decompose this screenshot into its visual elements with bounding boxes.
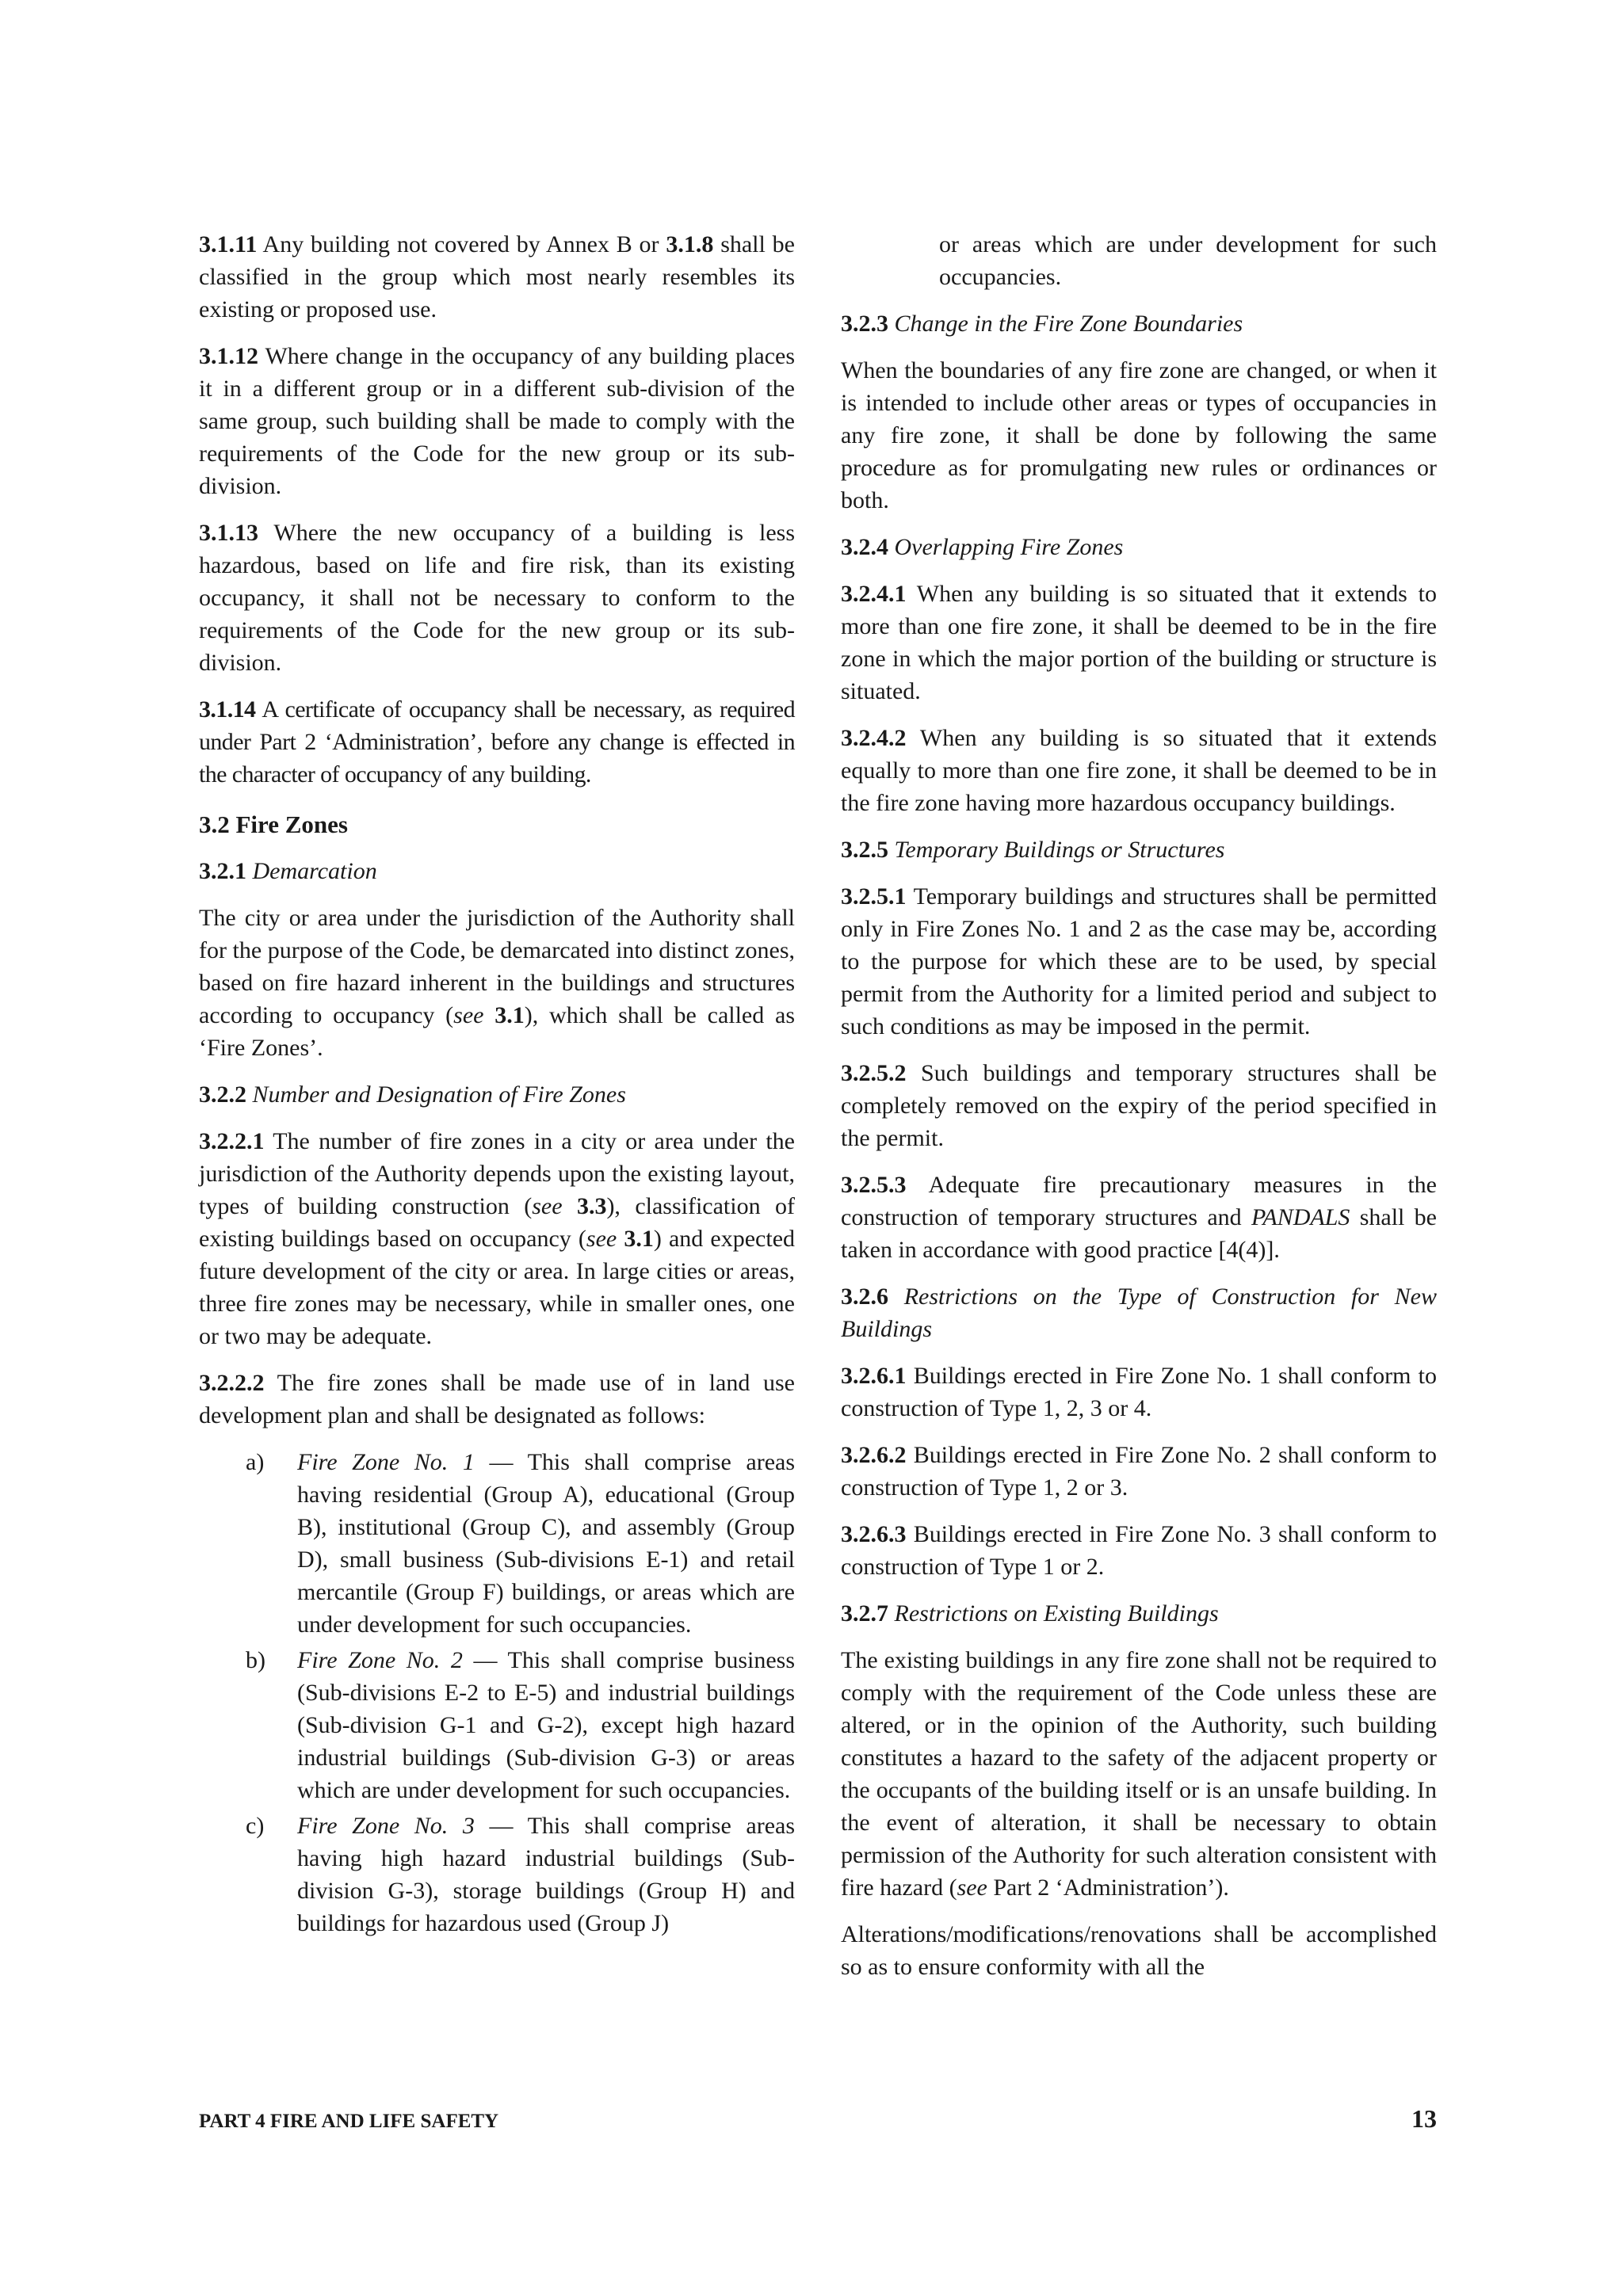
list-text: — This shall comprise business (Sub-divisions E-2 to E-5) and industrial buildings (Sub-division G-1 and G-2), except high hazard industrial buildings (Sub-division G-3) or areas which are under development for such occupancies. xyxy=(297,1647,796,1803)
clause-number: 3.2.2.1 xyxy=(199,1128,265,1154)
subsection-heading-3-2-4 xyxy=(841,531,1437,563)
clause-text: Buildings erected in Fire Zone No. 2 shall conform to construction of Type 1, 2 or 3. xyxy=(841,1442,1437,1501)
clause-number: 3.2.4 xyxy=(841,534,888,560)
clause-3-2-7-text xyxy=(841,1644,1437,1904)
clause-3-2-3-text: When the boundaries of any fire zone are changed, or when it is intended to include other areas or types of occupancies in any fire zone, it shall be done by following the same procedure as for promulgating new rules or ordinances or both. xyxy=(841,357,1437,513)
subsection-title: Demarcation xyxy=(252,858,377,884)
emphasis-text: PANDALS xyxy=(1251,1204,1350,1230)
clause-text: The city or area under the jurisdiction of the Authority shall for the purpose of the Code, be demarcated into distinct zones, based on fire hazard inherent in the buildings and structures according to occupancy ( xyxy=(199,905,795,1028)
clause-3-1-13 xyxy=(199,517,795,679)
clause-number: 3.2.5.1 xyxy=(841,883,907,910)
right-column xyxy=(841,228,1437,1997)
subsection-heading-3-2-1 xyxy=(199,855,795,887)
subsection-title: Restrictions on Existing Buildings xyxy=(894,1600,1219,1627)
cross-reference: 3.1 xyxy=(495,1002,525,1028)
clause-number: 3.2.2 xyxy=(199,1081,246,1108)
clause-text: ), classification of existing buildings based on occupancy ( xyxy=(199,1193,795,1252)
cross-reference: 3.1.8 xyxy=(666,231,714,257)
zone-name: Fire Zone No. 2 xyxy=(297,1647,463,1673)
clause-text: ), which shall be called as ‘Fire Zones’. xyxy=(199,1002,796,1061)
clause-3-2-6-2 xyxy=(841,1439,1437,1504)
subsection-heading-3-2-7 xyxy=(841,1597,1437,1630)
clause-3-2-7-continued: Alterations/modifications/renovations shall be accomplished so as to ensure conformity with all the xyxy=(841,1921,1437,1980)
clause-number: 3.1.13 xyxy=(199,520,258,546)
clause-text: Buildings erected in Fire Zone No. 3 shall conform to construction of Type 1 or 2. xyxy=(841,1521,1437,1580)
clause-text: Where the new occupancy of a building is less hazardous, based on life and fire risk, than its existing occupancy, it shall not be necessary to conform to the requirements of the Code for the new group or its sub-division. xyxy=(199,520,795,676)
clause-text: Temporary buildings and structures shall be permitted only in Fire Zones No. 1 and 2 as the case may be, according to the purpose for which these are to be used, by special permit from the Authority for a limited period and subject to such conditions as may be imposed in the permit. xyxy=(841,883,1437,1039)
clause-3-2-1-text xyxy=(199,902,795,1064)
clause-number: 3.2.5 xyxy=(841,837,888,863)
clause-text: When any building is so situated that it extends to more than one fire zone, it shall be deemed to be in the fire zone in which the major portion of the building or structure is situated. xyxy=(841,581,1437,704)
clause-text: The existing buildings in any fire zone shall not be required to comply with the requirement of the Code unless these are altered, or in the opinion of the Authority, such building constitutes a hazard to the safety of the adjacent property or the occupants of the building itself or is an unsafe building. In the event of alteration, it shall be necessary to obtain permission of the Authority for such alteration consistent with fire hazard ( xyxy=(841,1647,1437,1901)
subsection-title: Change in the Fire Zone Boundaries xyxy=(894,311,1243,337)
clause-3-2-6-1 xyxy=(841,1360,1437,1425)
list-label: a) xyxy=(246,1449,265,1475)
clause-3-2-6-3 xyxy=(841,1518,1437,1583)
clause-3-2-2-1 xyxy=(199,1125,795,1352)
clause-number: 3.2.4.1 xyxy=(841,581,907,607)
see-reference: see xyxy=(453,1002,484,1028)
subsection-title: Restrictions on the Type of Construction for New Buildings xyxy=(841,1283,1438,1342)
clause-number: 3.2.6.1 xyxy=(841,1363,907,1389)
zone-name: Fire Zone No. 1 xyxy=(297,1449,475,1475)
clause-3-2-5-3 xyxy=(841,1169,1437,1266)
clause-3-2-5-1 xyxy=(841,880,1437,1043)
list-item xyxy=(199,1446,795,1641)
clause-text: shall be taken in accordance with good practice [4(4)]. xyxy=(841,1204,1437,1263)
list-continuation: or areas which are under development for such occupancies. xyxy=(939,231,1437,290)
list-item xyxy=(199,1810,795,1939)
list-label: c) xyxy=(246,1813,265,1839)
section-heading-fire-zones: 3.2 Fire Zones xyxy=(199,810,348,838)
clause-number: 3.2.4.2 xyxy=(841,725,907,751)
clause-text: ) and expected future development of the city or area. In large cities or areas, three fire zones may be necessary, while in smaller ones, one or two may be adequate. xyxy=(199,1226,796,1349)
see-reference: see xyxy=(586,1226,617,1252)
left-column xyxy=(199,228,795,1943)
see-reference: see xyxy=(532,1193,563,1219)
clause-3-2-5-2 xyxy=(841,1057,1437,1154)
subsection-heading-3-2-6 xyxy=(841,1280,1437,1345)
clause-number: 3.2.7 xyxy=(841,1600,888,1627)
clause-number: 3.1.12 xyxy=(199,343,258,369)
see-reference: see xyxy=(957,1875,987,1901)
clause-text: The fire zones shall be made use of in land use development plan and shall be designated as follows: xyxy=(199,1370,795,1428)
list-text: — This shall comprise areas having high hazard industrial buildings (Sub-division G-3), storage buildings (Group H) and buildings for hazardous used (Group J) xyxy=(297,1813,796,1936)
clause-text: A certificate of occupancy shall be necessary, as required under Part 2 ‘Administration’, before any change is effected in the character of occupancy of any building. xyxy=(199,696,795,788)
clause-number: 3.2.2.2 xyxy=(199,1370,265,1396)
subsection-title: Number and Designation of Fire Zones xyxy=(252,1081,626,1108)
clause-text: When any building is so situated that it extends equally to more than one fire zone, it shall be deemed to be in the fire zone having more hazardous occupancy buildings. xyxy=(841,725,1437,816)
subsection-heading-3-2-3 xyxy=(841,307,1437,340)
clause-3-1-12 xyxy=(199,340,795,502)
page-number: 13 xyxy=(1411,2104,1437,2133)
clause-3-1-14 xyxy=(199,693,795,791)
clause-number: 3.2.1 xyxy=(199,858,246,884)
clause-3-1-11 xyxy=(199,228,795,326)
clause-text: Where change in the occupancy of any building places it in a different group or in a different sub-division of the same group, such building shall be made to comply with the requirements of the Code for the new group or its sub-division. xyxy=(199,343,795,499)
clause-number: 3.1.11 xyxy=(199,231,258,257)
clause-text: Any building not covered by Annex B or xyxy=(257,231,666,257)
clause-text: shall be classified in the group which most nearly resembles its existing or proposed use. xyxy=(199,231,795,322)
cross-reference: 3.3 xyxy=(576,1193,607,1219)
clause-number: 3.2.6.2 xyxy=(841,1442,907,1468)
list-text: — This shall comprise areas having residential (Group A), educational (Group B), institutional (Group C), and assembly (Group D), small business (Sub-divisions E-1) and retail mercantile (Group F) buildings, or areas which are under development for such occupancies. xyxy=(297,1449,796,1638)
clause-3-2-4-1 xyxy=(841,578,1437,707)
list-item xyxy=(199,1644,795,1806)
clause-3-2-2-2 xyxy=(199,1367,795,1432)
fire-zone-list xyxy=(199,1446,795,1939)
clause-number: 3.2.6.3 xyxy=(841,1521,907,1547)
running-footer: PART 4 FIRE AND LIFE SAFETY xyxy=(199,2111,499,2132)
zone-name: Fire Zone No. 3 xyxy=(297,1813,475,1839)
subsection-title: Temporary Buildings or Structures xyxy=(894,837,1225,863)
cross-reference: 3.1 xyxy=(624,1226,654,1252)
clause-number: 3.2.5.3 xyxy=(841,1172,907,1198)
clause-number: 3.2.6 xyxy=(841,1283,888,1310)
clause-text: Buildings erected in Fire Zone No. 1 shall conform to construction of Type 1, 2, 3 or 4. xyxy=(841,1363,1437,1421)
clause-text: The number of fire zones in a city or area under the jurisdiction of the Authority depends upon the existing layout, types of building construction ( xyxy=(199,1128,795,1219)
clause-text: Such buildings and temporary structures shall be completely removed on the expiry of the period specified in the permit. xyxy=(841,1060,1437,1151)
subsection-title: Overlapping Fire Zones xyxy=(894,534,1124,560)
clause-text: Adequate fire precautionary measures in the construction of temporary structures and xyxy=(841,1172,1437,1230)
clause-number: 3.2.3 xyxy=(841,311,888,337)
list-label: b) xyxy=(246,1647,265,1673)
clause-text: Part 2 ‘Administration’). xyxy=(987,1875,1229,1901)
clause-number: 3.1.14 xyxy=(199,696,256,723)
subsection-heading-3-2-2 xyxy=(199,1078,795,1111)
clause-number: 3.2.5.2 xyxy=(841,1060,907,1086)
subsection-heading-3-2-5 xyxy=(841,833,1437,866)
clause-3-2-4-2 xyxy=(841,722,1437,819)
